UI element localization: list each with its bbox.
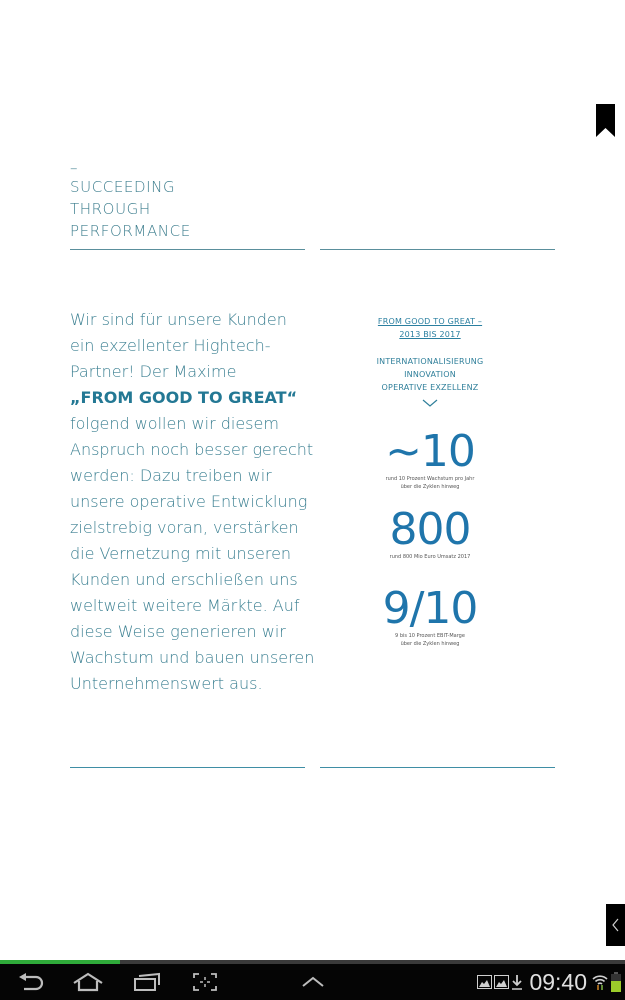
gallery-icon	[477, 975, 492, 989]
kpi-caption: 9 bis 10 Prozent EBIT-Marge	[395, 633, 465, 639]
strategy-pillars	[340, 355, 520, 394]
body-line: unsere operative Entwicklung	[70, 492, 308, 511]
battery-icon	[611, 972, 621, 992]
back-button[interactable]	[16, 970, 46, 994]
home-icon	[72, 972, 104, 992]
chevron-down-icon[interactable]	[421, 398, 439, 408]
heading-line: SUCCEEDING	[70, 178, 176, 196]
chevron-up-icon	[301, 976, 325, 988]
kpi-value: 800	[389, 504, 471, 555]
body-line: Wachstum und bauen unseren	[70, 648, 315, 667]
section-heading	[70, 160, 305, 242]
body-line: Partner! Der Maxime	[70, 362, 237, 381]
pillar-item: INTERNATIONALISIERUNG	[376, 357, 484, 366]
kpi-ebit-margin	[340, 583, 520, 648]
body-line: zielstrebig voran, verstärken	[70, 518, 299, 537]
kpi-caption: über die Zyklen hinweg	[400, 484, 460, 490]
screenshot-icon	[192, 972, 218, 992]
status-area[interactable]	[477, 964, 621, 1000]
body-line: ein exzellenter Hightech-	[70, 336, 271, 355]
kpi-revenue	[340, 504, 520, 561]
kpi-value: 9/10	[382, 583, 478, 634]
divider-top-right	[320, 249, 555, 250]
body-line: werden: Dazu treiben wir	[70, 466, 272, 485]
kpi-caption: rund 10 Prozent Wachstum pro Jahr	[385, 476, 475, 482]
kpi-caption: über die Zyklen hinweg	[400, 641, 460, 647]
heading-dash: –	[70, 159, 79, 177]
kpi-growth	[340, 426, 520, 491]
strategy-panel	[340, 315, 520, 408]
heading-line: PERFORMANCE	[70, 222, 191, 240]
chevron-left-icon	[611, 918, 620, 932]
divider-top-left	[70, 249, 305, 250]
body-paragraph	[70, 307, 315, 697]
body-line: Unternehmenswert aus.	[70, 674, 263, 693]
divider-bottom-left	[70, 767, 305, 768]
body-line: Anspruch noch besser gerecht	[70, 440, 314, 459]
heading-line: THROUGH	[70, 200, 151, 218]
body-line: die Vernetzung mit unseren	[70, 544, 292, 563]
body-line: diese Weise generieren wir	[70, 622, 286, 641]
clock: 09:40	[529, 968, 587, 995]
slogan-line: 2013 BIS 2017	[399, 330, 461, 339]
system-navigation-bar	[0, 964, 625, 1000]
side-panel-toggle[interactable]	[606, 904, 625, 946]
pillar-item: OPERATIVE EXZELLENZ	[381, 383, 479, 392]
body-line: folgend wollen wir diesem	[70, 414, 279, 433]
slogan-line: FROM GOOD TO GREAT –	[377, 317, 483, 326]
screenshot-button[interactable]	[190, 970, 220, 994]
body-highlight: „FROM GOOD TO GREAT“	[70, 388, 298, 407]
recent-apps-button[interactable]	[132, 970, 162, 994]
kpi-caption: rund 800 Mio Euro Umsatz 2017	[389, 554, 471, 560]
home-button[interactable]	[72, 970, 104, 994]
body-line: Wir sind für unsere Kunden	[70, 310, 287, 329]
body-line: Kunden und erschließen uns	[70, 570, 298, 589]
quick-panel-button[interactable]	[298, 970, 328, 994]
divider-bottom-right	[320, 767, 555, 768]
pillar-item: INNOVATION	[404, 370, 456, 379]
kpi-value: ~10	[385, 426, 475, 477]
recent-apps-icon	[133, 972, 161, 992]
slogan-link[interactable]	[340, 315, 520, 341]
body-line: weltweit weitere Märkte. Auf	[70, 596, 300, 615]
wifi-icon	[592, 973, 608, 991]
back-icon	[18, 973, 44, 991]
gallery-icon	[494, 975, 509, 989]
bookmark-icon[interactable]	[596, 104, 615, 137]
download-icon	[511, 974, 523, 990]
